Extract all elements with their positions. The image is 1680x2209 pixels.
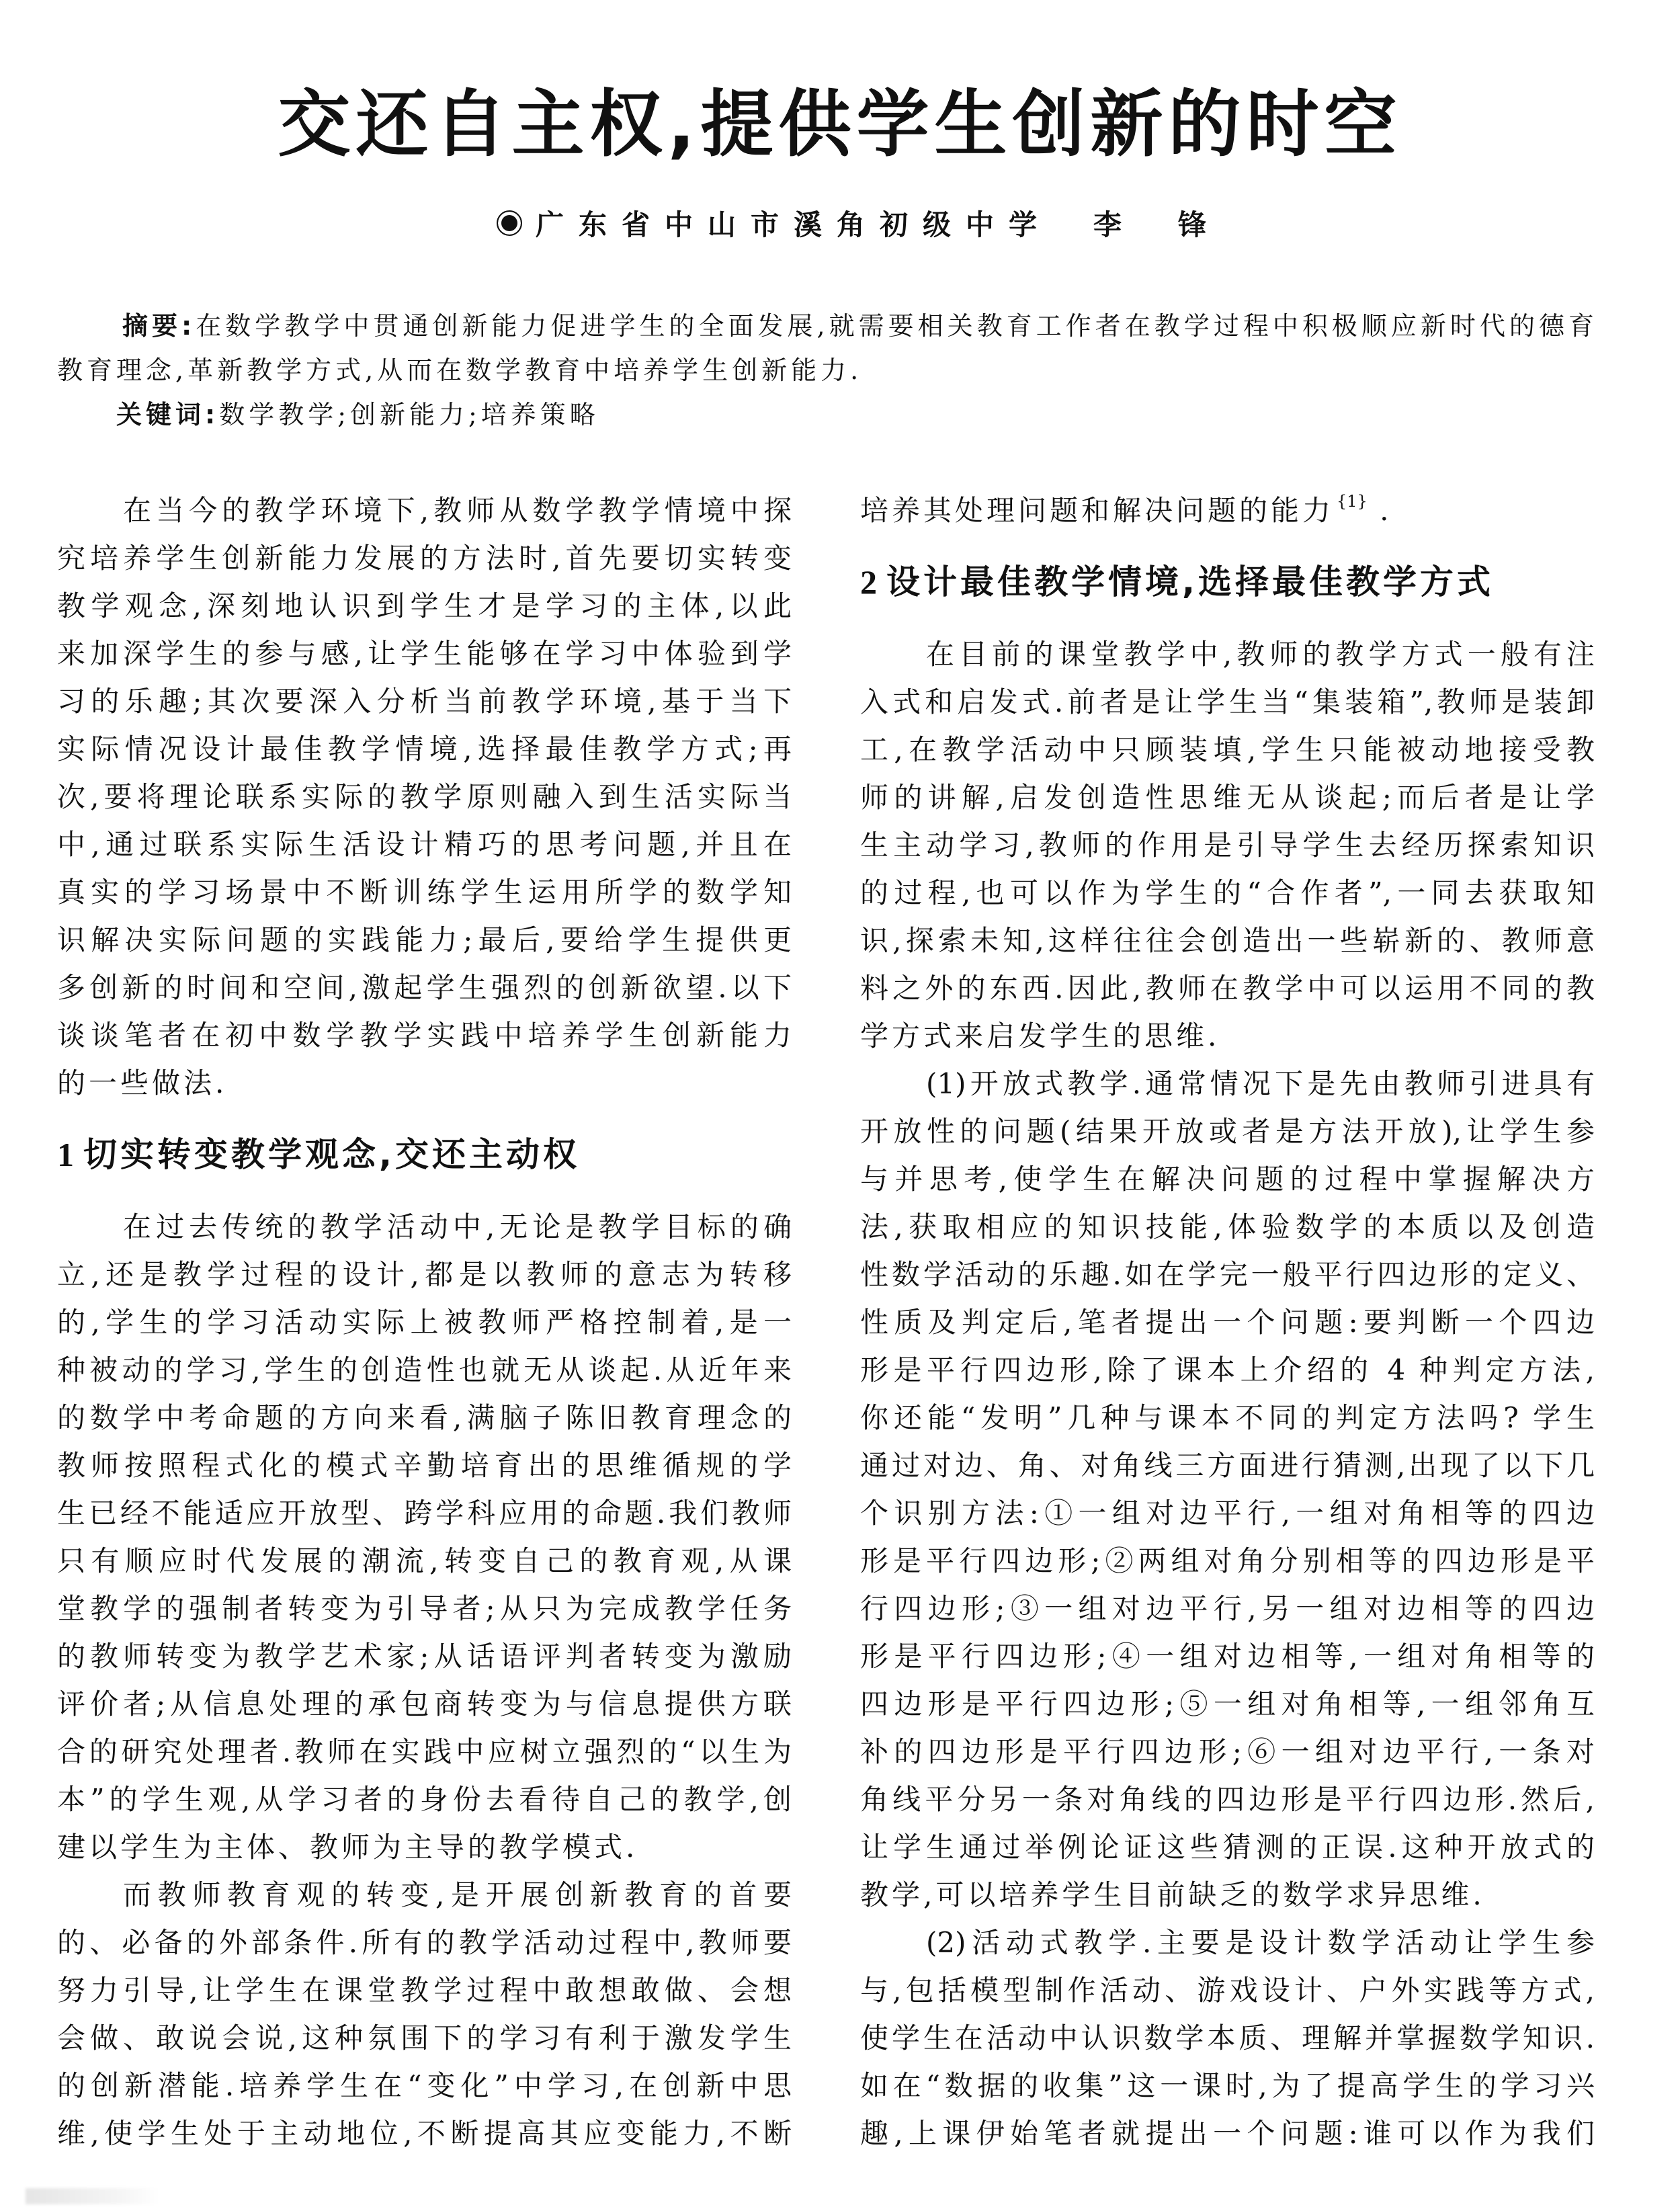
keywords-line [57,392,1594,437]
text-line: 的过程,也可以作为学生的“合作者”,一同去获取知 [860,876,1595,909]
carryover-line [860,487,1595,534]
text-line: 角线平分另一条对角线的四边形是平行四边形.然后, [860,1783,1595,1816]
text-line: (2)活动式教学.主要是设计数学活动让学生参 [926,1926,1595,1959]
text-line: 性数学活动的乐趣.如在学完一般平行四边形的定义、 [860,1258,1595,1291]
citation-marker: {1} [1337,492,1368,511]
text-line: 形是平行四边形;④一组对边相等,一组对角相等的 [860,1640,1595,1673]
bullseye-icon [497,210,522,236]
article-title: 交还自主权,提供学生创新的时空 [278,83,1402,167]
text-line: 会做、敢说会说,这种氛围下的学习有利于激发学生 [57,2022,792,2054]
text-line: 让学生通过举例论证这些猜测的正误.这种开放式的 [860,1831,1595,1864]
text-line: 补的四边形是平行四边形;⑥一组对边平行,一条对 [860,1735,1595,1768]
text-line: 法,获取相应的知识技能,体验数学的本质以及创造 [860,1210,1595,1243]
text-line: 多创新的时间和空间,激起学生强烈的创新欲望.以下 [57,971,792,1004]
text-line: 的数学中考命题的方向来看,满脑子陈旧教育理念的 [57,1401,792,1434]
text-line: 习的乐趣;其次要深入分析当前教学环境,基于当下 [57,685,792,718]
text-line: 建以学生为主体、教师为主导的教学模式. [57,1831,638,1864]
scan-edge-shadow [26,2188,160,2204]
text-line: 而教师教育观的转变,是开展创新教育的首要 [123,1878,792,1911]
text-line: 的,学生的学习活动实际上被教师严格控制着,是一 [57,1306,792,1339]
text-line: 入式和启发式.前者是让学生当“集装箱”,教师是装卸 [860,685,1595,718]
paragraph [860,630,1595,1060]
text-line: 你还能“发明”几种与课本不同的判定方法吗? 学生 [860,1401,1595,1434]
text-line: 种被动的学习,学生的创造性也就无从谈起.从近年来 [57,1353,792,1386]
text-line: 在当今的教学环境下,教师从数学教学情境中探 [123,494,792,527]
text-line: 谈谈笔者在初中数学教学实践中培养学生创新能力 [57,1019,792,1052]
text-line: 生已经不能适应开放型、跨学科应用的命题.我们教师 [57,1497,792,1530]
text-line: 评价者;从信息处理的承包商转变为与信息提供方联 [57,1687,792,1720]
text-line: 开放性的问题(结果开放或者是方法开放),让学生参 [860,1115,1595,1148]
keywords-text: 数学教学;创新能力;培养策略 [219,400,599,429]
paragraph-intro [57,487,792,1107]
text-line: 教学,可以培养学生目前缺乏的数学求异思维. [860,1878,1485,1911]
text-line: 识解决实际问题的实践能力;最后,要给学生提供更 [57,923,792,956]
text-line: 只有顺应时代发展的潮流,转变自己的教育观,从课 [57,1544,792,1577]
text-line: 与并思考,使学生在解决问题的过程中掌握解决方 [860,1163,1595,1196]
text-line: 的创新潜能.培养学生在“变化”中学习,在创新中思 [57,2069,792,2102]
text-line: 的、必备的外部条件.所有的教学活动过程中,教师要 [57,1926,792,1959]
text-line: 来加深学生的参与感,让学生能够在学习中体验到学 [57,637,792,670]
text-line: 堂教学的强制者转变为引导者;从只为完成教学任务 [57,1592,792,1625]
abstract-line [57,304,1594,348]
carryover-text: 培养其处理问题和解决问题的能力 [860,494,1335,527]
text-line: 形是平行四边形;②两组对角分别相等的四边形是平 [860,1544,1595,1577]
keywords-label: 关键词: [116,400,220,429]
text-line: 生主动学习,教师的作用是引导学生去经历探索知识 [860,829,1595,862]
section-number: 2 [860,563,877,601]
text-line: 维,使学生处于主动地位,不断提高其应变能力,不断 [57,2117,792,2150]
text-line: 行四边形;③一组对边平行,另一组对边相等的四边 [860,1592,1595,1625]
text-line: 工,在教学活动中只顾装填,学生只能被动地接受教 [860,733,1595,766]
text-line: 与,包括模型制作活动、游戏设计、户外实践等方式, [860,1974,1595,2007]
text-line: 个识别方法:①一组对边平行,一组对角相等的四边 [860,1497,1595,1530]
text-line: 形是平行四边形,除了课本上介绍的 4 种判定方法, [860,1353,1595,1386]
text-line: 识,探索未知,这样往往会创造出一些崭新的、教师意 [860,924,1595,957]
text-line: 趣,上课伊始笔者就提出一个问题:谁可以作为我们 [860,2117,1595,2150]
text-line: 中,通过联系实际生活设计精巧的思考问题,并且在 [57,828,792,861]
text-line: 学方式来启发学生的思维. [860,1019,1220,1052]
abstract-line: 教育理念,革新教学方式,从而在数学教育中培养学生创新能力. [57,356,863,385]
text-line: 性质及判定后,笔者提出一个问题:要判断一个四边 [860,1306,1595,1339]
text-line: 立,还是教学过程的设计,都是以教师的意志为转移 [57,1258,792,1291]
section-heading-2 [860,534,1595,630]
author-affiliation: 广东省中山市溪角初级中学 [536,208,1052,241]
text-line: 在目前的课堂教学中,教师的教学方式一般有注 [926,638,1595,671]
left-column [57,487,792,2157]
text-line: 四边形是平行四边形;⑤一组对角相等,一组邻角互 [860,1687,1595,1720]
text-line: 合的研究处理者.教师在实践中应树立强烈的“以生为 [57,1735,792,1768]
text-line: 次,要将理论联系实际的教学原则融入到生活实际当 [57,780,792,813]
abstract-text: 在数学教学中贯通创新能力促进学生的全面发展,就需要相关教育工作者在教学过程中积极顺应新时代的德育 [192,311,1594,341]
text-line: 教学观念,深刻地认识到学生才是学习的主体,以此 [57,589,792,622]
text-line: 本”的学生观,从学习者的身份去看待自己的教学,创 [57,1783,792,1816]
paragraph [860,1919,1595,2157]
section-title: 设计最佳教学情境,选择最佳教学方式 [886,562,1494,601]
text-line: 实际情况设计最佳教学情境,选择最佳教学方式;再 [57,733,792,765]
section-heading-1 [57,1107,792,1203]
text-line: 的教师转变为教学艺术家;从话语评判者转变为激励 [57,1640,792,1673]
text-line: (1)开放式教学.通常情况下是先由教师引进具有 [926,1067,1595,1100]
abstract-block [57,304,1594,437]
text-line: 使学生在活动中认识数学本质、理解并掌握数学知识. [860,2022,1595,2054]
paragraph [57,1871,792,2157]
text-line: 的一些做法. [57,1067,228,1099]
text-line: 究培养学生创新能力发展的方法时,首先要切实转变 [57,542,792,575]
carryover-end: . [1367,494,1392,527]
byline [497,203,1263,243]
text-line: 真实的学习场景中不断训练学生运用所学的数学知 [57,876,792,909]
paragraph [860,1060,1595,1919]
text-line: 教师按照程式化的模式辛勤培育出的思维循规的学 [57,1449,792,1482]
text-line: 料之外的东西.因此,教师在教学中可以运用不同的教 [860,972,1595,1005]
section-number: 1 [57,1136,74,1173]
abstract-label: 摘要: [122,311,192,341]
section-title: 切实转变教学观念,交还主动权 [83,1135,580,1174]
text-line: 努力引导,让学生在课堂教学过程中敢想敢做、会想 [57,1974,792,2007]
text-line: 在过去传统的教学活动中,无论是教学目标的确 [123,1210,792,1243]
author-name: 李锋 [1093,208,1263,241]
paragraph [57,1203,792,1871]
right-column [860,487,1595,2157]
text-line: 如在“数据的收集”这一课时,为了提高学生的学习兴 [860,2069,1595,2102]
text-line: 师的讲解,启发创造性思维无从谈起;而后者是让学 [860,781,1595,814]
text-line: 通过对边、角、对角线三方面进行猜测,出现了以下几 [860,1449,1595,1482]
